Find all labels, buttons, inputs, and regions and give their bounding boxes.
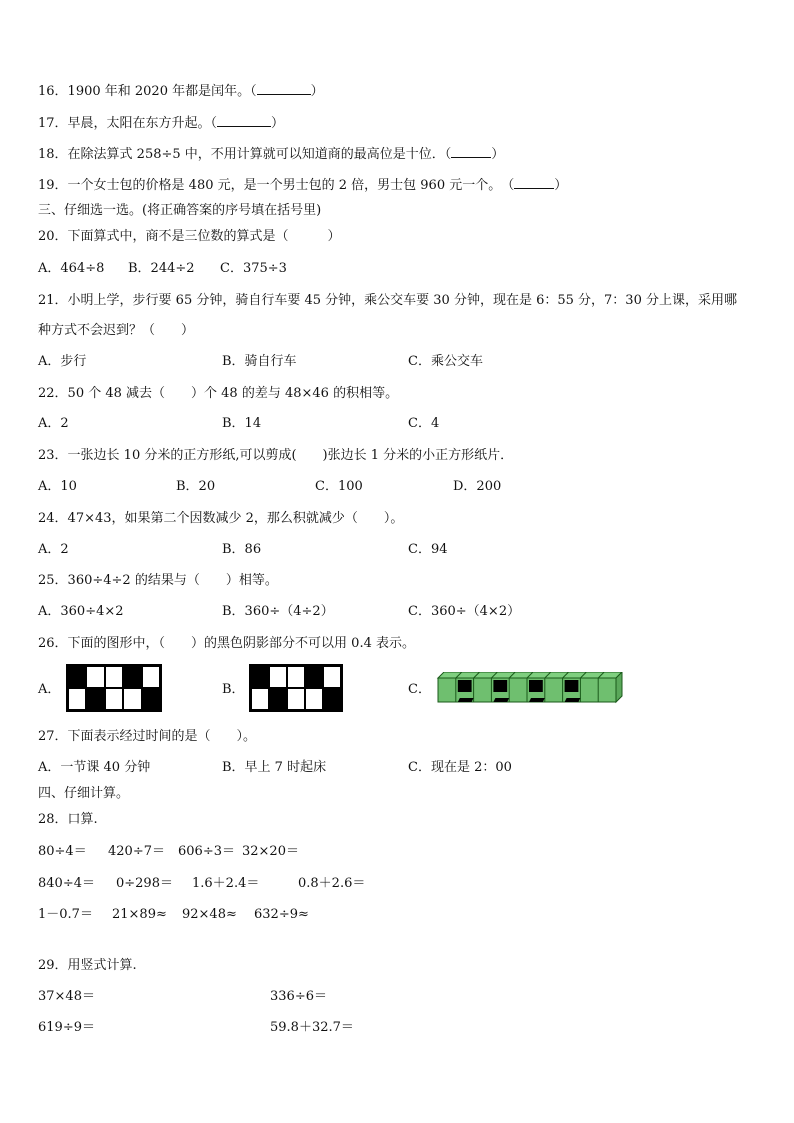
- calc-item: 336÷6＝: [270, 989, 327, 1004]
- dark-square: [565, 680, 579, 692]
- question-22-text: 22．50 个 48 减去（ ）个 48 的差与 48×46 的积相等。: [38, 386, 399, 401]
- option-c[interactable]: C．375÷3: [220, 261, 287, 276]
- question-18-text: 18．在除法算式 258÷5 中，不用计算就可以知道商的最高位是十位．（: [38, 147, 452, 162]
- question-19: [38, 177, 567, 194]
- option-a[interactable]: A．: [38, 682, 61, 697]
- dark-square-base: [565, 698, 581, 702]
- bracket-close: ）: [310, 84, 324, 99]
- question-19-text: 19．一个女士包的价格是 480 元，是一个男士包的 2 倍，男士包 960 元一个。 （: [38, 178, 515, 193]
- calc-item: 0÷298＝: [116, 876, 173, 891]
- option-a[interactable]: A．464÷8: [38, 261, 105, 276]
- shaded-cell: [123, 666, 141, 688]
- dark-square-base: [493, 698, 509, 702]
- option-c[interactable]: C．现在是 2：00: [408, 760, 512, 775]
- option-a[interactable]: A．2: [38, 416, 69, 431]
- bracket-close: ）: [554, 178, 568, 193]
- option-b[interactable]: B．20: [176, 479, 216, 494]
- option-b[interactable]: B．14: [222, 416, 262, 431]
- question-24-text: 24．47×43，如果第二个因数减少 2，那么积就减少（ ）。: [38, 511, 404, 526]
- question-25-text: 25．360÷4÷2 的结果与（ ）相等。: [38, 573, 278, 588]
- shaded-cell: [305, 666, 323, 688]
- calc-item: 606÷3＝: [178, 844, 235, 859]
- option-b[interactable]: B．360÷（4÷2）: [222, 604, 334, 619]
- section-heading-calc: 四、仔细计算。: [38, 786, 130, 801]
- shaded-cell: [269, 688, 287, 710]
- calc-item: 840÷4＝: [38, 876, 95, 891]
- calc-item: 92×48≈: [182, 907, 237, 922]
- calc-item: 619÷9＝: [38, 1020, 95, 1035]
- option-c[interactable]: C．100: [315, 479, 363, 494]
- question-17: [38, 115, 284, 132]
- question-26-text: 26．下面的图形中，（ ）的黑色阴影部分不可以用 0.4 表示。: [38, 636, 415, 651]
- shaded-cell: [323, 688, 341, 710]
- option-b[interactable]: B．86: [222, 542, 262, 557]
- option-b[interactable]: B．: [222, 682, 245, 697]
- calc-item: 1－0.7＝: [38, 907, 93, 922]
- blank-cell: [86, 666, 104, 688]
- option-c[interactable]: C．360÷（4×2）: [408, 604, 521, 619]
- blank-cell: [305, 688, 323, 710]
- figure-a-grid[interactable]: [66, 664, 162, 712]
- blank-cell: [105, 666, 123, 688]
- answer-blank[interactable]: [451, 146, 491, 158]
- option-d[interactable]: D．200: [453, 479, 502, 494]
- question-21-line1: 21．小明上学，步行要 65 分钟，骑自行车要 45 分钟，乘公交车要 30 分钟，现在是 6：55 分，7：30 分上课，采用哪: [38, 293, 737, 308]
- calc-item: 37×48＝: [38, 989, 95, 1004]
- option-c[interactable]: C．4: [408, 416, 440, 431]
- blank-cell: [269, 666, 287, 688]
- calc-item: 59.8＋32.7＝: [270, 1020, 354, 1035]
- option-c[interactable]: C．94: [408, 542, 448, 557]
- question-21-line2: 种方式不会迟到？（ ）: [38, 323, 195, 338]
- option-c[interactable]: C．乘公交车: [408, 354, 483, 369]
- question-23-text: 23．一张边长 10 分米的正方形纸,可以剪成( )张边长 1 分米的小正方形纸片．: [38, 448, 514, 463]
- calc-item: 420÷7＝: [108, 844, 165, 859]
- answer-blank[interactable]: [217, 115, 271, 127]
- question-29-title: 29．用竖式计算.: [38, 958, 137, 973]
- option-a[interactable]: A．步行: [38, 354, 87, 369]
- question-27-text: 27．下面表示经过时间的是（ ）。: [38, 729, 257, 744]
- shaded-cell: [251, 666, 269, 688]
- calc-item: 1.6＋2.4＝: [192, 876, 260, 891]
- bracket-close: ）: [271, 116, 285, 131]
- calc-item: 632÷9≈: [254, 907, 309, 922]
- answer-blank[interactable]: [257, 83, 311, 95]
- answer-blank[interactable]: [514, 177, 554, 189]
- option-a[interactable]: A．360÷4×2: [38, 604, 124, 619]
- option-b[interactable]: B．早上 7 时起床: [222, 760, 327, 775]
- blank-cell: [123, 688, 141, 710]
- question-16: [38, 83, 324, 100]
- blank-cell: [251, 688, 269, 710]
- option-b[interactable]: B．骑自行车: [222, 354, 297, 369]
- blank-cell: [323, 666, 341, 688]
- shaded-cell: [86, 688, 104, 710]
- question-17-text: 17．早晨，太阳在东方升起。（: [38, 116, 218, 131]
- dark-square-base: [458, 698, 474, 702]
- calc-item: 0.8＋2.6＝: [298, 876, 366, 891]
- blank-cell: [68, 688, 86, 710]
- blank-cell: [105, 688, 123, 710]
- figure-b-grid[interactable]: [249, 664, 343, 712]
- question-16-text: 16．1900 年和 2020 年都是闰年。（: [38, 84, 257, 99]
- question-28-title: 28．口算.: [38, 812, 98, 827]
- blank-cell: [287, 688, 305, 710]
- shaded-cell: [68, 666, 86, 688]
- option-b[interactable]: B．244÷2: [128, 261, 195, 276]
- shaded-cell: [142, 688, 160, 710]
- question-20-text: 20．下面算式中，商不是三位数的算式是（ ）: [38, 229, 341, 244]
- dark-square-base: [529, 698, 545, 702]
- blank-cell: [142, 666, 160, 688]
- dark-square: [529, 680, 543, 692]
- bracket-close: ）: [491, 147, 505, 162]
- dark-square: [493, 680, 507, 692]
- section-heading-choice: 三、仔细选一选。(将正确答案的序号填在括号里): [38, 203, 322, 218]
- option-a[interactable]: A．2: [38, 542, 69, 557]
- calc-item: 32×20＝: [242, 844, 299, 859]
- option-c[interactable]: C．: [408, 682, 431, 697]
- blank-cell: [287, 666, 305, 688]
- calc-item: 21×89≈: [112, 907, 167, 922]
- question-18: [38, 146, 504, 163]
- figure-c-strip[interactable]: [434, 672, 624, 706]
- option-a[interactable]: A．一节课 40 分钟: [38, 760, 151, 775]
- option-a[interactable]: A．10: [38, 479, 77, 494]
- dark-square: [458, 680, 472, 692]
- calc-item: 80÷4＝: [38, 844, 87, 859]
